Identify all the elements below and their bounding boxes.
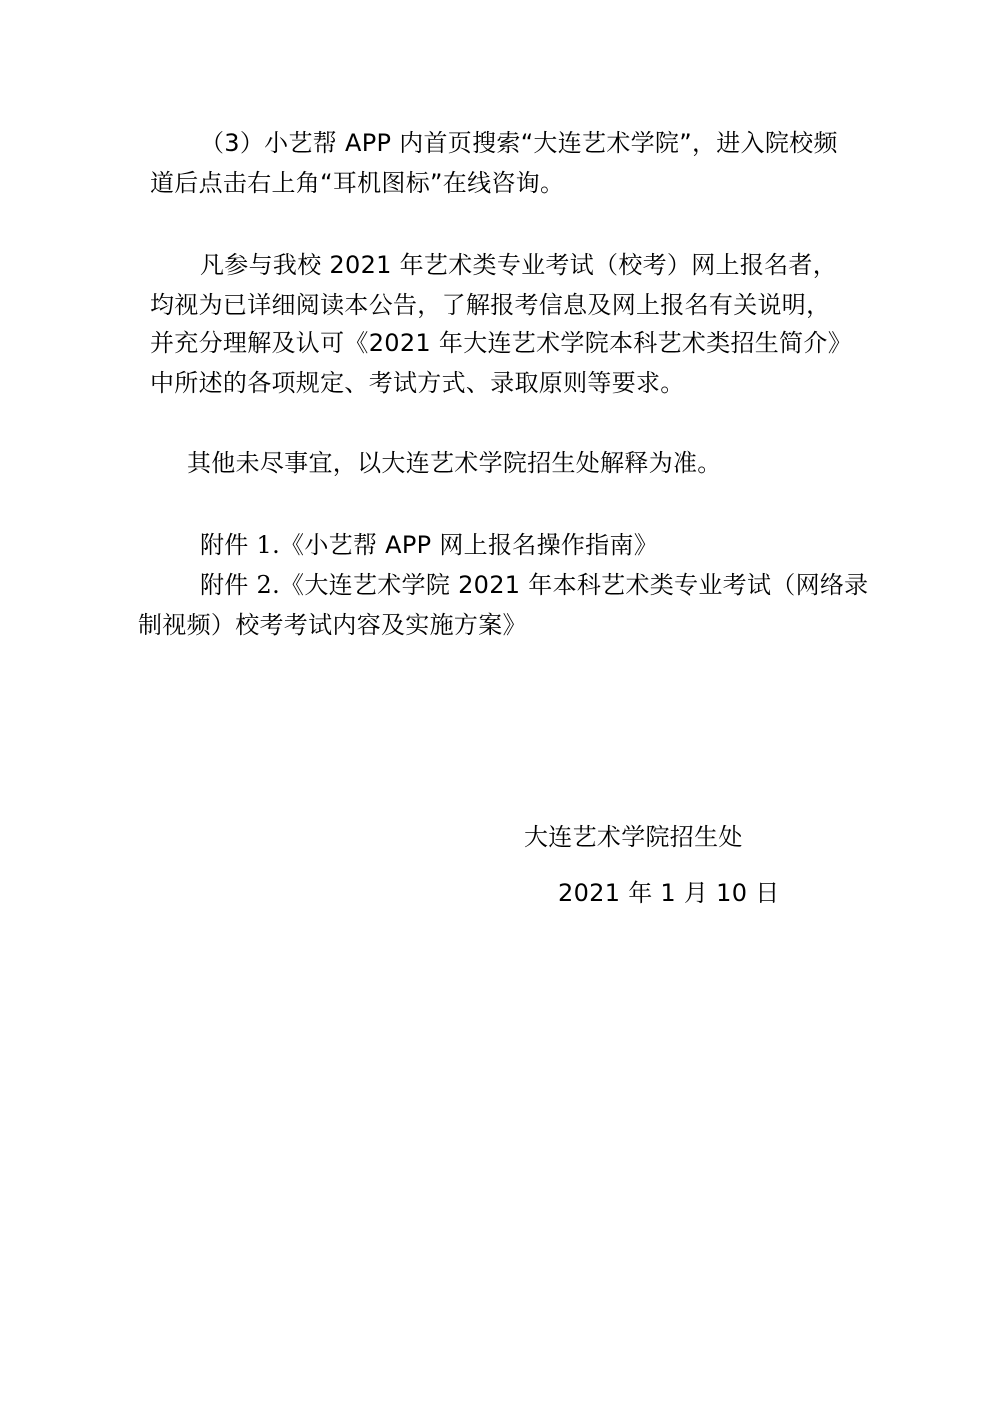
notice-line-1: 凡参与我校 2021 年艺术类专业考试（校考）网上报名者， — [200, 251, 838, 279]
attachment-1 — [200, 528, 658, 562]
attachment-2-line-2: 制视频）校考考试内容及实施方案》 — [138, 611, 527, 639]
notice-line-4: 中所述的各项规定、考试方式、录取原则等要求。 — [150, 369, 685, 397]
attachment-1-number: 1. — [248, 531, 281, 559]
notice-line-3: 并充分理解及认可《2021 年大连艺术学院本科艺术类招生简介》 — [150, 329, 853, 357]
notice-line-2: 均视为已详细阅读本公告，了解报考信息及网上报名有关说明， — [150, 291, 831, 319]
consult-line-2: 道后点击右上角“耳机图标”在线咨询。 — [150, 169, 565, 197]
attachment-1-title: 《小艺帮 APP 网上报名操作指南》 — [280, 531, 659, 559]
attachment-2-title-part1: 《大连艺术学院 2021 年本科艺术类专业考试（网络录 — [280, 571, 869, 599]
attachment-1-prefix: 附件 — [200, 531, 249, 559]
attachment-2-line-1 — [200, 568, 868, 602]
signature-org: 大连艺术学院招生处 — [524, 823, 743, 851]
signature-date: 2021 年 1 月 10 日 — [558, 879, 780, 907]
consult-line-1: （3）小艺帮 APP 内首页搜索“大连艺术学院”，进入院校频 — [200, 129, 838, 157]
attachment-2-number: 2. — [248, 571, 281, 599]
other-line-1: 其他未尽事宜，以大连艺术学院招生处解释为准。 — [187, 449, 722, 477]
attachment-2-prefix: 附件 — [200, 571, 249, 599]
